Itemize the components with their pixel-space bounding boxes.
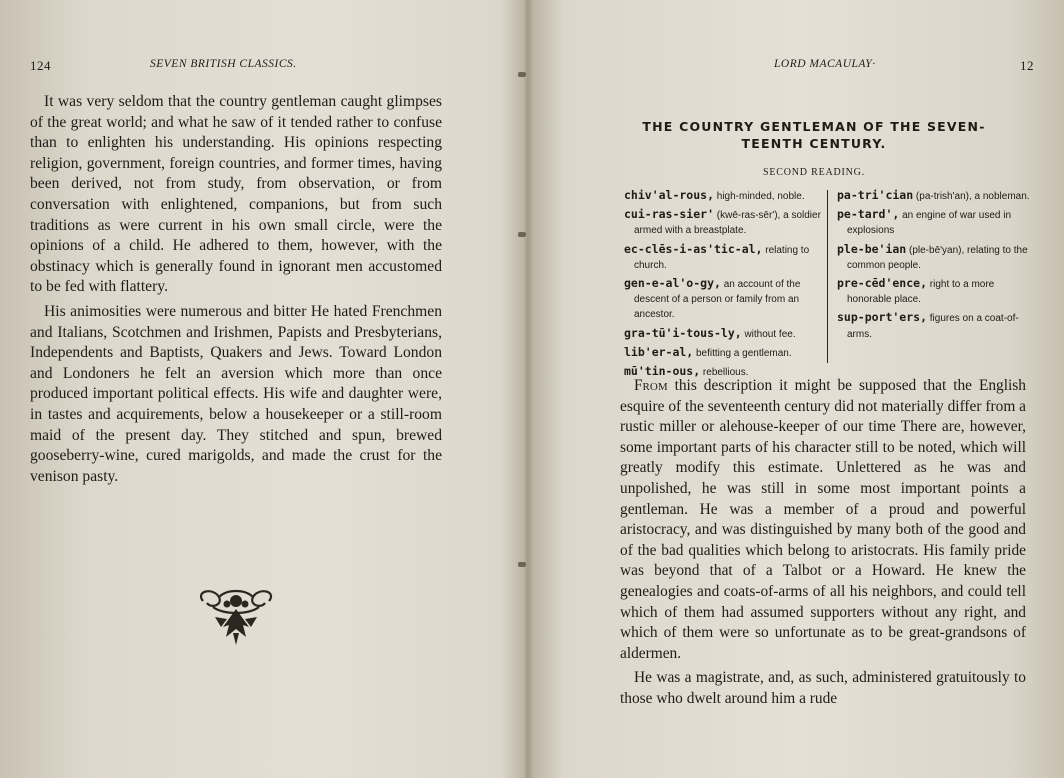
- vocab-entry: pe-tard', an engine of war used in explosions: [837, 207, 1012, 237]
- right-paragraph-1: From this description it might be supposed that the English esquire of the seventeenth century did not materially differ from a rustic miller or alehouse-keeper of our time There are, however, some important parts of his character still to be noted, which will greatly modify this estimate. Unlettered as he was and unpolished, he was still in some most important points a gentleman. He was a member of a proud and powerful aristocracy, and was distinguished by many both of the good and of the bad qualities which belong to aristocrats. His family pride was beyond that of a Talbot or a Howard. He knew the genealogies and coats-of-arms of all his neighbors, and could tell which of them had assumed supporters without any right, and which of them were so unfortunate as to be great-grandsons of aldermen.: [620, 377, 1026, 662]
- right-page-number: 12: [1020, 58, 1034, 73]
- vocab-entry: lib'er-al, befitting a gentleman.: [624, 344, 792, 359]
- right-running-head: LORD MACAULAY·: [774, 58, 876, 70]
- vocab-entry: gra-tū'i-tous-ly, without fee.: [624, 325, 796, 340]
- vocab-entry: mū'tin-ous, rebellious.: [624, 364, 749, 379]
- left-page-number: 124: [30, 58, 51, 73]
- chapter-subtitle: SECOND READING.: [763, 167, 865, 178]
- right-page: [524, 0, 1064, 778]
- chapter-title: [614, 118, 1014, 152]
- vocab-entry: sup-port'ers, figures on a coat-of-arms.: [837, 310, 1019, 340]
- tailpiece-ornament: [193, 587, 279, 647]
- vocabulary-divider: [827, 190, 828, 363]
- vocab-entry: pa-tri'cian (pa-trish'an), a nobleman.: [837, 188, 1030, 202]
- left-body: [30, 92, 442, 487]
- right-body: [620, 376, 1026, 710]
- chapter-title-line-1: THE COUNTRY GENTLEMAN OF THE SEVEN-: [642, 119, 986, 134]
- vocabulary-column-right: [837, 188, 1037, 345]
- vocab-entry: ec-clēs-i-as'tic-al, relating to church.: [624, 241, 810, 271]
- chapter-title-line-2: TEENTH CENTURY.: [741, 136, 887, 151]
- left-page: [0, 0, 522, 778]
- vocabulary-column-left: [624, 188, 824, 383]
- left-paragraph-1: It was very seldom that the country gentleman caught glimpses of the great world; and what he saw of it tended rather to confuse than to enlighten his understanding. His opinions respecting religion, government, foreign countries, and former times, having been derived, not from study, from observation, or from conversation with enlightened, companions, but from such traditions as were current in his own small circle, were the opinions of a child. He adhered to them, however, with the obstinacy which is generally found in ignorant men accustomed to be fed with flattery.: [30, 93, 442, 296]
- vocab-entry: ple-be'ian (ple-bē'yan), relating to the common people.: [837, 241, 1028, 271]
- vocab-entry: pre-cēd'ence, right to a more honorable place.: [837, 276, 995, 306]
- right-paragraph-2: He was a magistrate, and, as such, administered gratuitously to those who dwelt around him a rude: [620, 669, 1026, 707]
- vocab-entry: gen-e-al'o-gy, an account of the descent of a person or family from an ancestor.: [624, 276, 801, 321]
- drop-word: From: [634, 377, 668, 394]
- left-running-head: SEVEN BRITISH CLASSICS.: [150, 58, 297, 70]
- left-paragraph-2: His animosities were numerous and bitter He hated Frenchmen and Italians, Scotchmen and Irishmen, Papists and Presbyterians, Independents and Baptists, Quakers and Jews. Toward London and Londoners he felt an aversion which more than once produced important political effects. His wife and daughter were, in tastes and acquirements, below a housekeeper or a still-room maid of the present day. They stitched and spun, brewed gooseberry-wine, cured marigolds, and made the crust for the venison pasty.: [30, 302, 442, 485]
- vocab-entry: cui-ras-sier' (kwē-ras-sēr'), a soldier armed with a breastplate.: [624, 207, 821, 237]
- vocab-entry: chiv'al-rous, high-minded, noble.: [624, 188, 805, 202]
